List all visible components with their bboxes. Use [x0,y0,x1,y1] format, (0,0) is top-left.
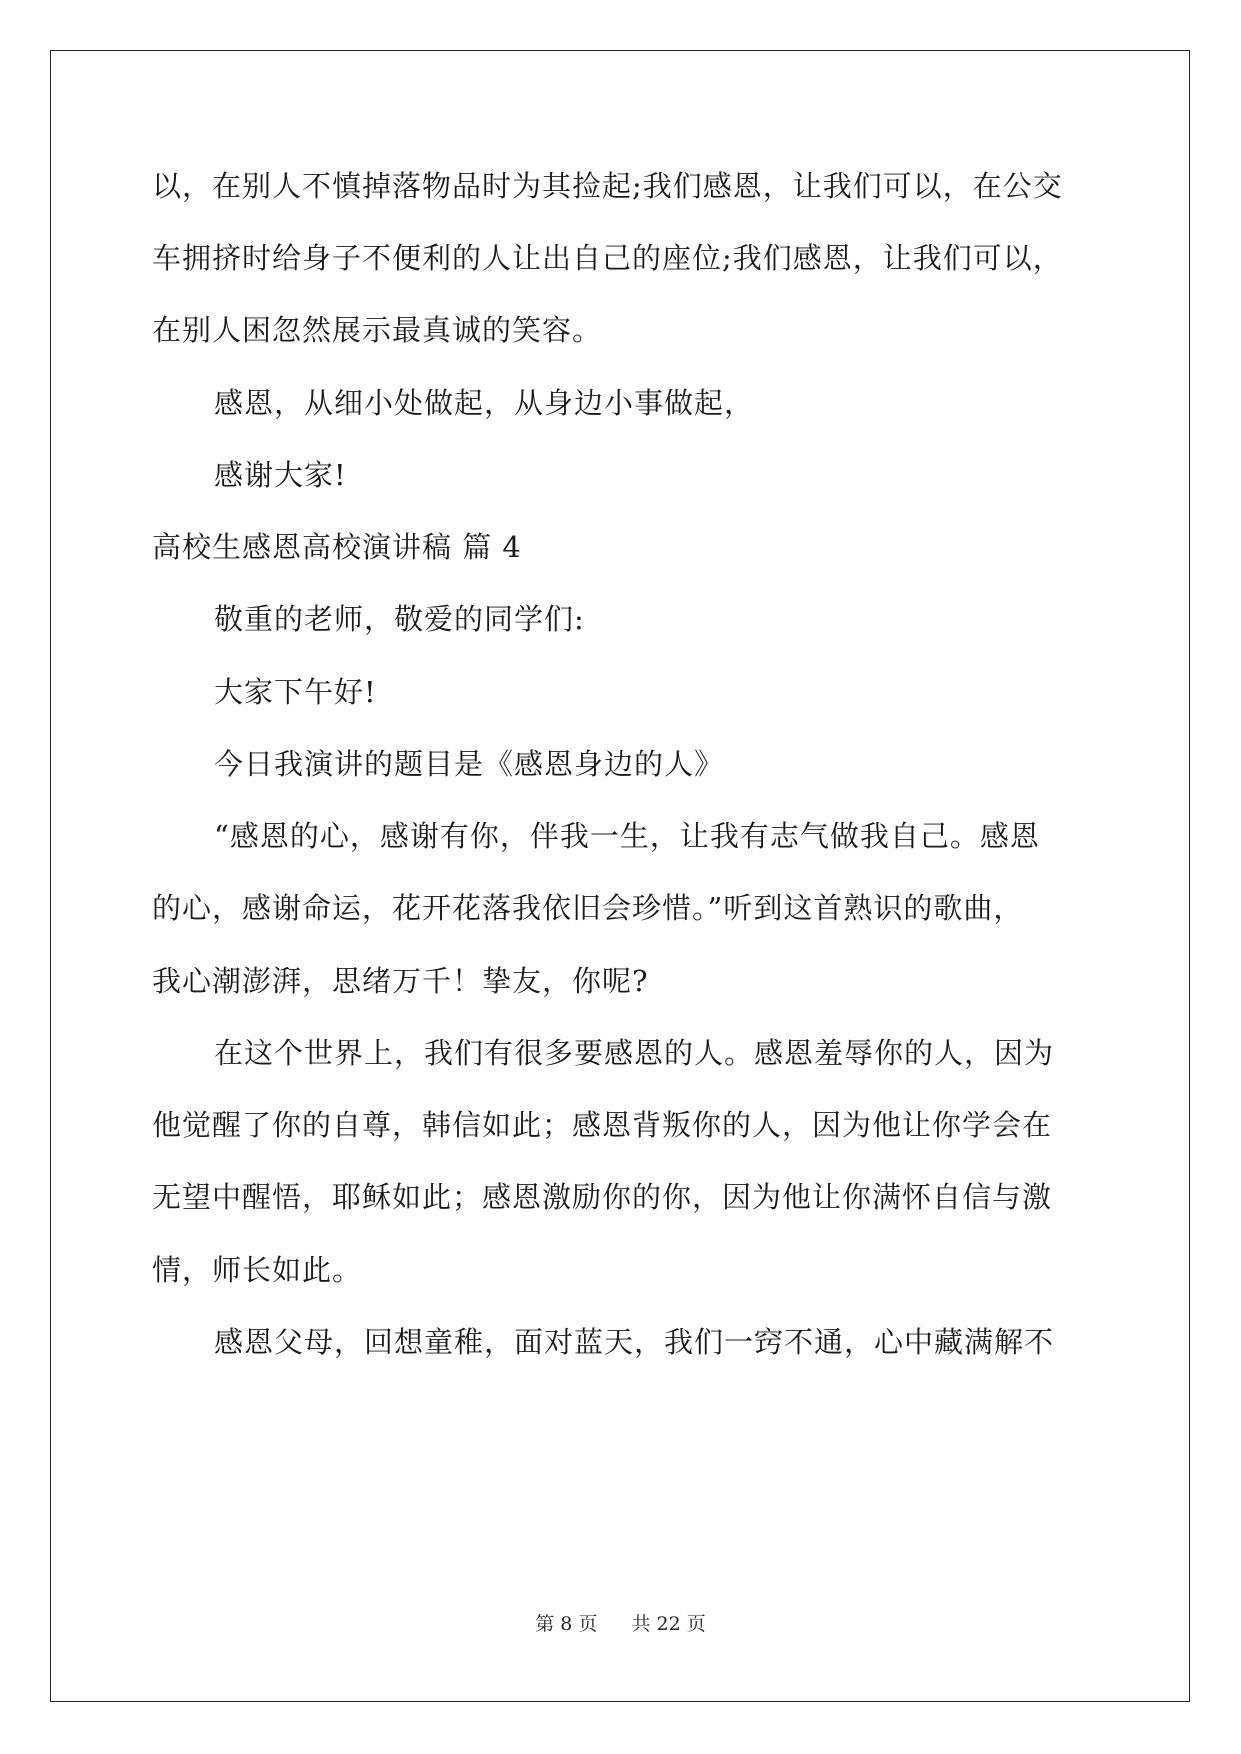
page-border [50,50,1190,1702]
paragraph-line: 今日我演讲的题目是《感恩身边的人》 [214,747,725,781]
paragraph-line: 以，在别人不慎掉落物品时为其捡起;我们感恩，让我们可以，在公交 [152,169,1063,203]
paragraph-line: 情，师长如此。 [152,1253,363,1287]
page-footer [0,1612,1241,1636]
section-heading: 高校生感恩高校演讲稿 篇 4 [152,530,522,564]
paragraph-line: 在这个世界上，我们有很多要感恩的人。感恩羞辱你的人，因为 [214,1036,1055,1070]
greeting-line: 大家下午好! [214,675,377,709]
salutation-line: 敬重的老师，敬爱的同学们: [214,602,585,636]
paragraph-line: 在别人困忽然展示最真诚的笑容。 [152,313,603,347]
paragraph-line: “感恩的心，感谢有你，伴我一生，让我有志气做我自己。感恩 [214,819,1040,853]
paragraph-line: 感恩父母，回想童稚，面对蓝天，我们一窍不通，心中藏满解不 [214,1325,1055,1359]
paragraph-line: 感谢大家! [214,458,347,492]
paragraph-line: 感恩，从细小处做起，从身边小事做起， [214,386,755,420]
page-number: 第 8 页 [535,1613,598,1635]
paragraph-line: 他觉醒了你的自尊，韩信如此；感恩背叛你的人，因为他让你学会在 [152,1108,1053,1142]
paragraph-line: 的心，感谢命运，花开花落我依旧会珍惜。”听到这首熟识的歌曲， [152,891,1024,925]
paragraph-line: 我心潮澎湃，思绪万千！挚友，你呢? [152,964,649,998]
paragraph-line: 无望中醒悟，耶稣如此；感恩激励你的你，因为他让你满怀自信与激 [152,1180,1053,1214]
page-total: 共 22 页 [631,1613,706,1635]
paragraph-line: 车拥挤时给身子不便利的人让出自己的座位;我们感恩，让我们可以， [152,241,1063,275]
